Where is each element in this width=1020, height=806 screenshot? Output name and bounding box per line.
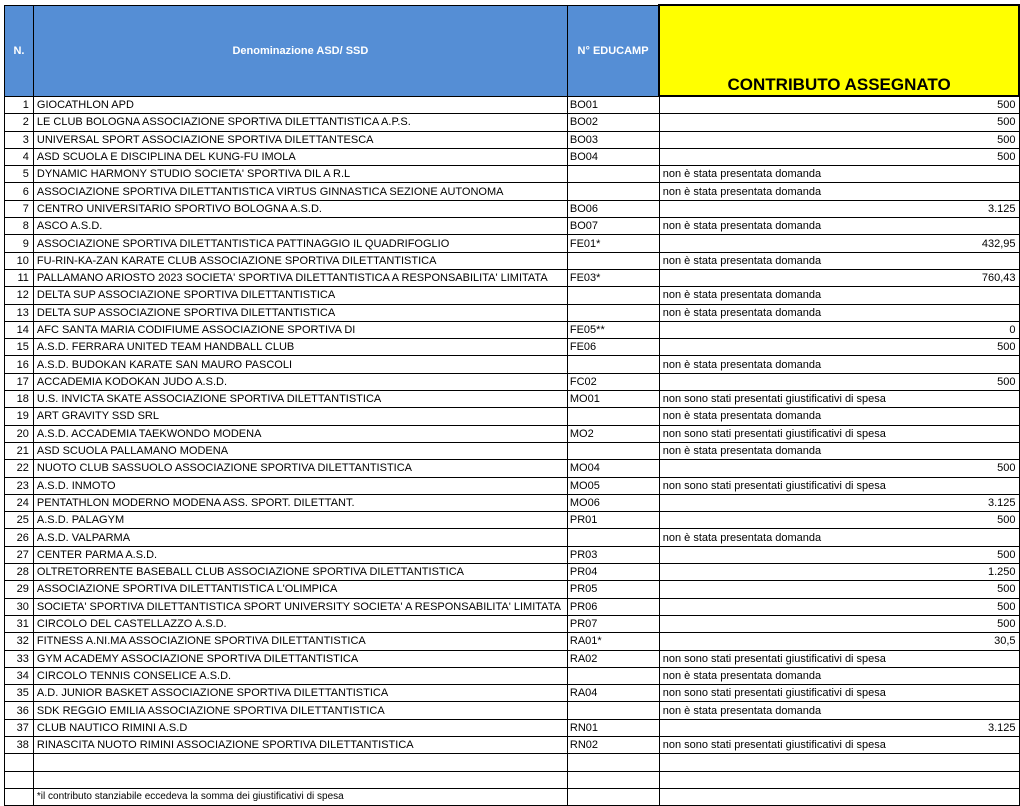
row-association-name: CLUB NAUTICO RIMINI A.S.D	[33, 719, 567, 736]
table-row	[5, 685, 1020, 702]
row-educamp-code	[567, 702, 659, 719]
row-educamp-code: RN02	[567, 736, 659, 753]
row-number: 21	[5, 442, 34, 459]
row-number: 34	[5, 667, 34, 684]
row-amount: 760,43	[659, 269, 1019, 286]
row-note: non sono stati presentati giustificativi di spesa	[659, 685, 1019, 702]
row-number: 32	[5, 633, 34, 650]
row-note: non è stata presentata domanda	[659, 183, 1019, 200]
row-amount: 500	[659, 598, 1019, 615]
footnote-row	[5, 788, 1020, 805]
row-number: 36	[5, 702, 34, 719]
row-educamp-code: BO07	[567, 218, 659, 235]
table-row	[5, 356, 1020, 373]
row-educamp-code: BO04	[567, 148, 659, 165]
row-educamp-code: MO2	[567, 425, 659, 442]
row-number: 25	[5, 512, 34, 529]
row-association-name: FITNESS A.NI.MA ASSOCIAZIONE SPORTIVA DILETTANTISTICA	[33, 633, 567, 650]
row-amount: 432,95	[659, 235, 1019, 252]
row-educamp-code: FE01*	[567, 235, 659, 252]
row-educamp-code: BO06	[567, 200, 659, 217]
row-amount: 500	[659, 615, 1019, 632]
row-number: 18	[5, 391, 34, 408]
row-note: non sono stati presentati giustificativi di spesa	[659, 736, 1019, 753]
row-educamp-code: BO03	[567, 131, 659, 148]
row-educamp-code: MO01	[567, 391, 659, 408]
row-association-name: A.D. JUNIOR BASKET ASSOCIAZIONE SPORTIVA DILETTANTISTICA	[33, 685, 567, 702]
row-educamp-code: FE06	[567, 339, 659, 356]
empty-row	[5, 754, 1020, 771]
table-row	[5, 131, 1020, 148]
row-association-name: GIOCATHLON APD	[33, 96, 567, 114]
table-row	[5, 667, 1020, 684]
table-row	[5, 373, 1020, 390]
row-association-name: NUOTO CLUB SASSUOLO ASSOCIAZIONE SPORTIVA DILETTANTISTICA	[33, 460, 567, 477]
header-educamp: N° EDUCAMP	[567, 5, 659, 96]
row-note: non è stata presentata domanda	[659, 408, 1019, 425]
table-row	[5, 736, 1020, 753]
table-row	[5, 252, 1020, 269]
table-row	[5, 339, 1020, 356]
row-association-name: DELTA SUP ASSOCIAZIONE SPORTIVA DILETTANTISTICA	[33, 304, 567, 321]
table-row	[5, 408, 1020, 425]
row-educamp-code: PR05	[567, 581, 659, 598]
row-association-name: A.S.D. ACCADEMIA TAEKWONDO MODENA	[33, 425, 567, 442]
row-amount: 0	[659, 321, 1019, 338]
row-number: 8	[5, 218, 34, 235]
row-association-name: DYNAMIC HARMONY STUDIO SOCIETA' SPORTIVA DIL A R.L	[33, 166, 567, 183]
row-amount: 500	[659, 373, 1019, 390]
row-educamp-code: PR03	[567, 546, 659, 563]
table-row	[5, 321, 1020, 338]
table-row	[5, 529, 1020, 546]
table-row	[5, 148, 1020, 165]
row-association-name: LE CLUB BOLOGNA ASSOCIAZIONE SPORTIVA DILETTANTISTICA A.P.S.	[33, 114, 567, 131]
row-educamp-code	[567, 252, 659, 269]
row-note: non sono stati presentati giustificativi di spesa	[659, 391, 1019, 408]
row-educamp-code: MO04	[567, 460, 659, 477]
table-row	[5, 512, 1020, 529]
table-row	[5, 442, 1020, 459]
row-amount: 3.125	[659, 494, 1019, 511]
row-number: 11	[5, 269, 34, 286]
row-number: 12	[5, 287, 34, 304]
row-educamp-code: FC02	[567, 373, 659, 390]
table-row	[5, 235, 1020, 252]
row-association-name: OLTRETORRENTE BASEBALL CLUB ASSOCIAZIONE SPORTIVA DILETTANTISTICA	[33, 564, 567, 581]
row-association-name: U.S. INVICTA SKATE ASSOCIAZIONE SPORTIVA DILETTANTISTICA	[33, 391, 567, 408]
row-association-name: CENTER PARMA A.S.D.	[33, 546, 567, 563]
row-educamp-code: BO01	[567, 96, 659, 114]
footnote-text: *il contributo stanziabile eccedeva la somma dei giustificativi di spesa	[33, 788, 567, 805]
table-row	[5, 460, 1020, 477]
row-association-name: A.S.D. BUDOKAN KARATE SAN MAURO PASCOLI	[33, 356, 567, 373]
table-row	[5, 615, 1020, 632]
table-row	[5, 633, 1020, 650]
row-number: 2	[5, 114, 34, 131]
row-association-name: CIRCOLO DEL CASTELLAZZO A.S.D.	[33, 615, 567, 632]
header-contribution: CONTRIBUTO ASSEGNATO	[659, 5, 1019, 96]
row-number: 19	[5, 408, 34, 425]
table-row	[5, 494, 1020, 511]
table-body	[5, 96, 1020, 754]
row-note: non sono stati presentati giustificativi di spesa	[659, 477, 1019, 494]
row-educamp-code: PR01	[567, 512, 659, 529]
row-note: non è stata presentata domanda	[659, 702, 1019, 719]
row-association-name: CENTRO UNIVERSITARIO SPORTIVO BOLOGNA A.S.D.	[33, 200, 567, 217]
row-number: 10	[5, 252, 34, 269]
row-amount: 500	[659, 512, 1019, 529]
row-educamp-code	[567, 304, 659, 321]
row-amount: 500	[659, 96, 1019, 114]
row-educamp-code: BO02	[567, 114, 659, 131]
row-number: 7	[5, 200, 34, 217]
row-association-name: CIRCOLO TENNIS CONSELICE A.S.D.	[33, 667, 567, 684]
table-row	[5, 650, 1020, 667]
row-number: 4	[5, 148, 34, 165]
row-note: non è stata presentata domanda	[659, 166, 1019, 183]
row-number: 37	[5, 719, 34, 736]
row-number: 6	[5, 183, 34, 200]
row-number: 29	[5, 581, 34, 598]
row-note: non è stata presentata domanda	[659, 304, 1019, 321]
row-association-name: SDK REGGIO EMILIA ASSOCIAZIONE SPORTIVA DILETTANTISTICA	[33, 702, 567, 719]
row-educamp-code: RN01	[567, 719, 659, 736]
row-number: 23	[5, 477, 34, 494]
header-row	[5, 5, 1020, 96]
row-educamp-code: PR06	[567, 598, 659, 615]
table-row	[5, 269, 1020, 286]
row-number: 15	[5, 339, 34, 356]
table-row	[5, 564, 1020, 581]
table-row	[5, 183, 1020, 200]
row-educamp-code: FE05**	[567, 321, 659, 338]
row-association-name: ART GRAVITY SSD SRL	[33, 408, 567, 425]
row-educamp-code: MO05	[567, 477, 659, 494]
row-educamp-code	[567, 408, 659, 425]
row-educamp-code	[567, 442, 659, 459]
row-association-name: ASSOCIAZIONE SPORTIVA DILETTANTISTICA PATTINAGGIO IL QUADRIFOGLIO	[33, 235, 567, 252]
row-association-name: GYM ACADEMY ASSOCIAZIONE SPORTIVA DILETTANTISTICA	[33, 650, 567, 667]
row-association-name: SOCIETA' SPORTIVA DILETTANTISTICA SPORT UNIVERSITY SOCIETA' A RESPONSABILITA' LIMITATA	[33, 598, 567, 615]
row-amount: 500	[659, 131, 1019, 148]
header-number: N.	[5, 5, 34, 96]
row-amount: 1.250	[659, 564, 1019, 581]
row-number: 1	[5, 96, 34, 114]
row-number: 24	[5, 494, 34, 511]
row-note: non è stata presentata domanda	[659, 529, 1019, 546]
row-association-name: ASD SCUOLA PALLAMANO MODENA	[33, 442, 567, 459]
empty-row	[5, 771, 1020, 788]
row-note: non è stata presentata domanda	[659, 442, 1019, 459]
row-note: non è stata presentata domanda	[659, 356, 1019, 373]
row-educamp-code	[567, 529, 659, 546]
row-educamp-code: RA04	[567, 685, 659, 702]
row-association-name: PALLAMANO ARIOSTO 2023 SOCIETA' SPORTIVA DILETTANTISTICA A RESPONSABILITA' LIMITATA	[33, 269, 567, 286]
row-association-name: DELTA SUP ASSOCIAZIONE SPORTIVA DILETTANTISTICA	[33, 287, 567, 304]
row-number: 35	[5, 685, 34, 702]
row-number: 22	[5, 460, 34, 477]
row-number: 26	[5, 529, 34, 546]
row-educamp-code	[567, 667, 659, 684]
row-amount: 3.125	[659, 200, 1019, 217]
row-association-name: ASCO A.S.D.	[33, 218, 567, 235]
row-note: non sono stati presentati giustificativi di spesa	[659, 425, 1019, 442]
row-association-name: A.S.D. PALAGYM	[33, 512, 567, 529]
row-association-name: AFC SANTA MARIA CODIFIUME ASSOCIAZIONE SPORTIVA DI	[33, 321, 567, 338]
row-educamp-code: PR07	[567, 615, 659, 632]
row-amount: 500	[659, 581, 1019, 598]
row-educamp-code	[567, 356, 659, 373]
row-association-name: ACCADEMIA KODOKAN JUDO A.S.D.	[33, 373, 567, 390]
row-association-name: FU-RIN-KA-ZAN KARATE CLUB ASSOCIAZIONE SPORTIVA DILETTANTISTICA	[33, 252, 567, 269]
header-name: Denominazione ASD/ SSD	[33, 5, 567, 96]
row-association-name: UNIVERSAL SPORT ASSOCIAZIONE SPORTIVA DILETTANTESCA	[33, 131, 567, 148]
row-association-name: ASSOCIAZIONE SPORTIVA DILETTANTISTICA L'OLIMPICA	[33, 581, 567, 598]
row-note: non sono stati presentati giustificativi di spesa	[659, 650, 1019, 667]
table-row	[5, 598, 1020, 615]
row-number: 16	[5, 356, 34, 373]
table-row	[5, 96, 1020, 114]
table-row	[5, 166, 1020, 183]
row-number: 14	[5, 321, 34, 338]
row-number: 13	[5, 304, 34, 321]
table-row	[5, 391, 1020, 408]
table-row	[5, 425, 1020, 442]
row-association-name: A.S.D. VALPARMA	[33, 529, 567, 546]
table-row	[5, 200, 1020, 217]
row-educamp-code	[567, 183, 659, 200]
row-number: 31	[5, 615, 34, 632]
row-number: 5	[5, 166, 34, 183]
row-number: 28	[5, 564, 34, 581]
row-amount: 30,5	[659, 633, 1019, 650]
row-educamp-code: RA02	[567, 650, 659, 667]
row-educamp-code: MO06	[567, 494, 659, 511]
row-association-name: ASD SCUOLA E DISCIPLINA DEL KUNG-FU IMOLA	[33, 148, 567, 165]
row-association-name: RINASCITA NUOTO RIMINI ASSOCIAZIONE SPORTIVA DILETTANTISTICA	[33, 736, 567, 753]
table-row	[5, 287, 1020, 304]
contributions-table	[4, 4, 1020, 806]
row-amount: 500	[659, 148, 1019, 165]
row-number: 3	[5, 131, 34, 148]
row-note: non è stata presentata domanda	[659, 667, 1019, 684]
row-number: 33	[5, 650, 34, 667]
table-row	[5, 581, 1020, 598]
table-row	[5, 719, 1020, 736]
row-educamp-code: PR04	[567, 564, 659, 581]
row-number: 9	[5, 235, 34, 252]
row-number: 27	[5, 546, 34, 563]
table-row	[5, 546, 1020, 563]
row-educamp-code: RA01*	[567, 633, 659, 650]
table-row	[5, 702, 1020, 719]
row-note: non è stata presentata domanda	[659, 287, 1019, 304]
row-amount: 500	[659, 339, 1019, 356]
row-amount: 3.125	[659, 719, 1019, 736]
row-educamp-code	[567, 166, 659, 183]
row-number: 30	[5, 598, 34, 615]
row-number: 38	[5, 736, 34, 753]
row-number: 17	[5, 373, 34, 390]
row-association-name: PENTATHLON MODERNO MODENA ASS. SPORT. DILETTANT.	[33, 494, 567, 511]
row-note: non è stata presentata domanda	[659, 218, 1019, 235]
row-amount: 500	[659, 460, 1019, 477]
row-association-name: A.S.D. INMOTO	[33, 477, 567, 494]
row-association-name: ASSOCIAZIONE SPORTIVA DILETTANTISTICA VIRTUS GINNASTICA SEZIONE AUTONOMA	[33, 183, 567, 200]
table-row	[5, 114, 1020, 131]
row-note: non è stata presentata domanda	[659, 252, 1019, 269]
table-row	[5, 477, 1020, 494]
row-amount: 500	[659, 546, 1019, 563]
row-number: 20	[5, 425, 34, 442]
table-row	[5, 218, 1020, 235]
row-educamp-code: FE03*	[567, 269, 659, 286]
table-row	[5, 304, 1020, 321]
row-association-name: A.S.D. FERRARA UNITED TEAM HANDBALL CLUB	[33, 339, 567, 356]
table-footer	[5, 754, 1020, 806]
row-amount: 500	[659, 114, 1019, 131]
row-educamp-code	[567, 287, 659, 304]
